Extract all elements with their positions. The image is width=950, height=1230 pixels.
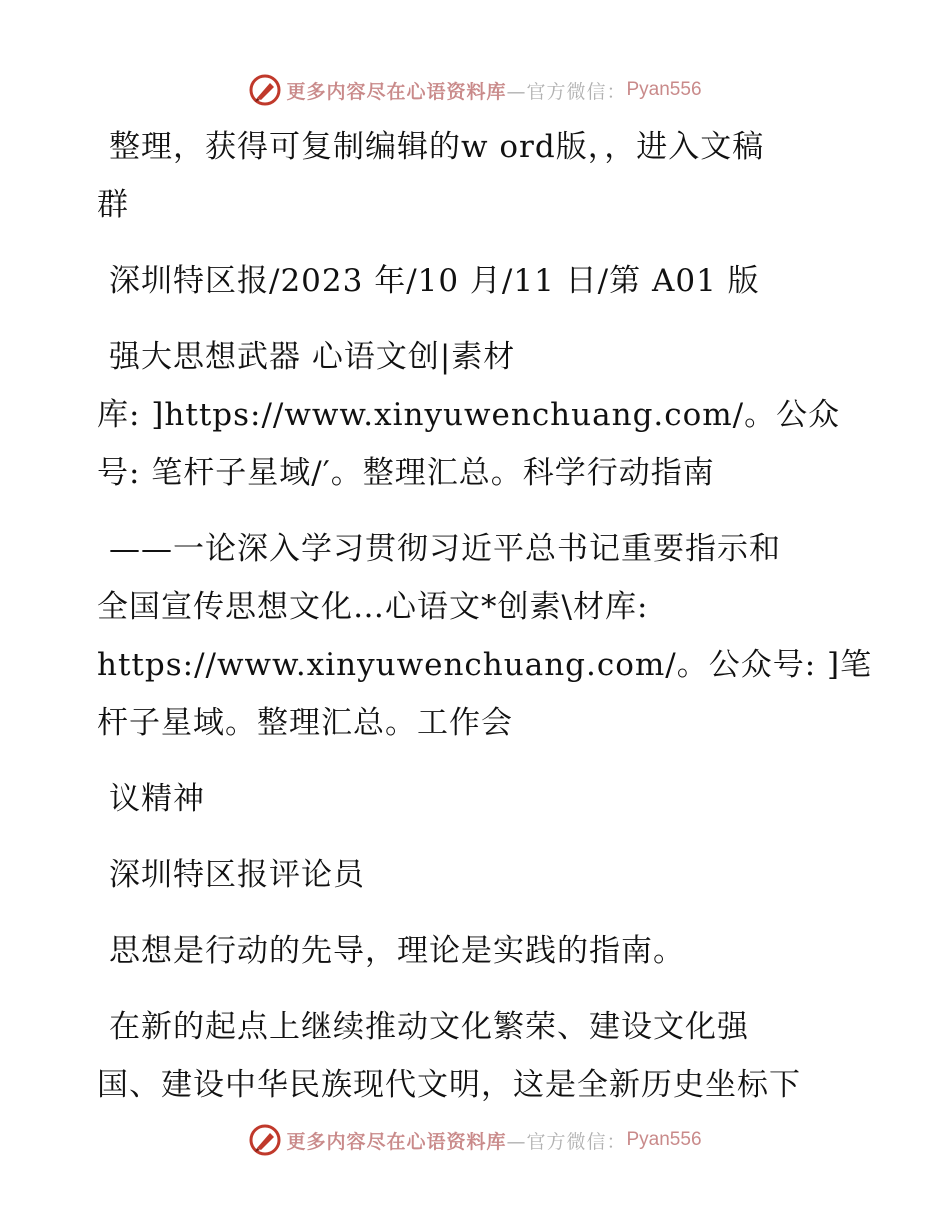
- header-watermark: [0, 70, 950, 110]
- watermark-main-text: 更多内容尽在心语资料库: [286, 1130, 507, 1153]
- watermark-id-text: Pyan556: [626, 1129, 702, 1150]
- pen-logo-icon: [248, 73, 282, 107]
- text-line-3: 深圳特区报/2023 年/10 月/11 日/第 A01 版: [109, 263, 760, 299]
- watermark-id-text: Pyan556: [626, 79, 702, 100]
- document-body: [97, 118, 873, 1114]
- text-line-12: 深圳特区报评论员: [109, 857, 365, 893]
- text-line-13: 思想是行动的先导，理论是实践的指南。: [109, 933, 685, 969]
- text-line-5: 库: ]https://www.xinyuwenchuang.com/。公众: [97, 397, 841, 433]
- text-line-9: https://www.xinyuwenchuang.com/。公众号: ]笔: [97, 647, 873, 683]
- text-line-2: 群: [97, 187, 129, 223]
- text-line-6: 号: 笔杆子星域/′。整理汇总。科学行动指南: [97, 455, 715, 491]
- text-line-11: 议精神: [109, 781, 205, 817]
- text-line-7: ——一论深入学习贯彻习近平总书记重要指示和: [109, 531, 781, 567]
- text-line-8: 全国宣传思想文化…心语文*创素\材库:: [97, 589, 649, 625]
- watermark-main-text: 更多内容尽在心语资料库: [286, 80, 507, 103]
- text-line-1: 整理，获得可复制编辑的w ord版，，进入文稿: [109, 129, 765, 165]
- text-line-15: 国、建设中华民族现代文明，这是全新历史坐标下: [97, 1067, 801, 1103]
- watermark-sub-text: —官方微信：: [506, 80, 627, 103]
- text-line-4: 强大思想武器 心语文创|素材: [109, 339, 516, 375]
- text-line-14: 在新的起点上继续推动文化繁荣、建设文化强: [109, 1009, 749, 1045]
- text-line-10: 杆子星域。整理汇总。工作会: [97, 705, 513, 741]
- watermark-sub-text: —官方微信：: [506, 1130, 627, 1153]
- pen-logo-icon: [248, 1123, 282, 1157]
- footer-watermark: [0, 1120, 950, 1160]
